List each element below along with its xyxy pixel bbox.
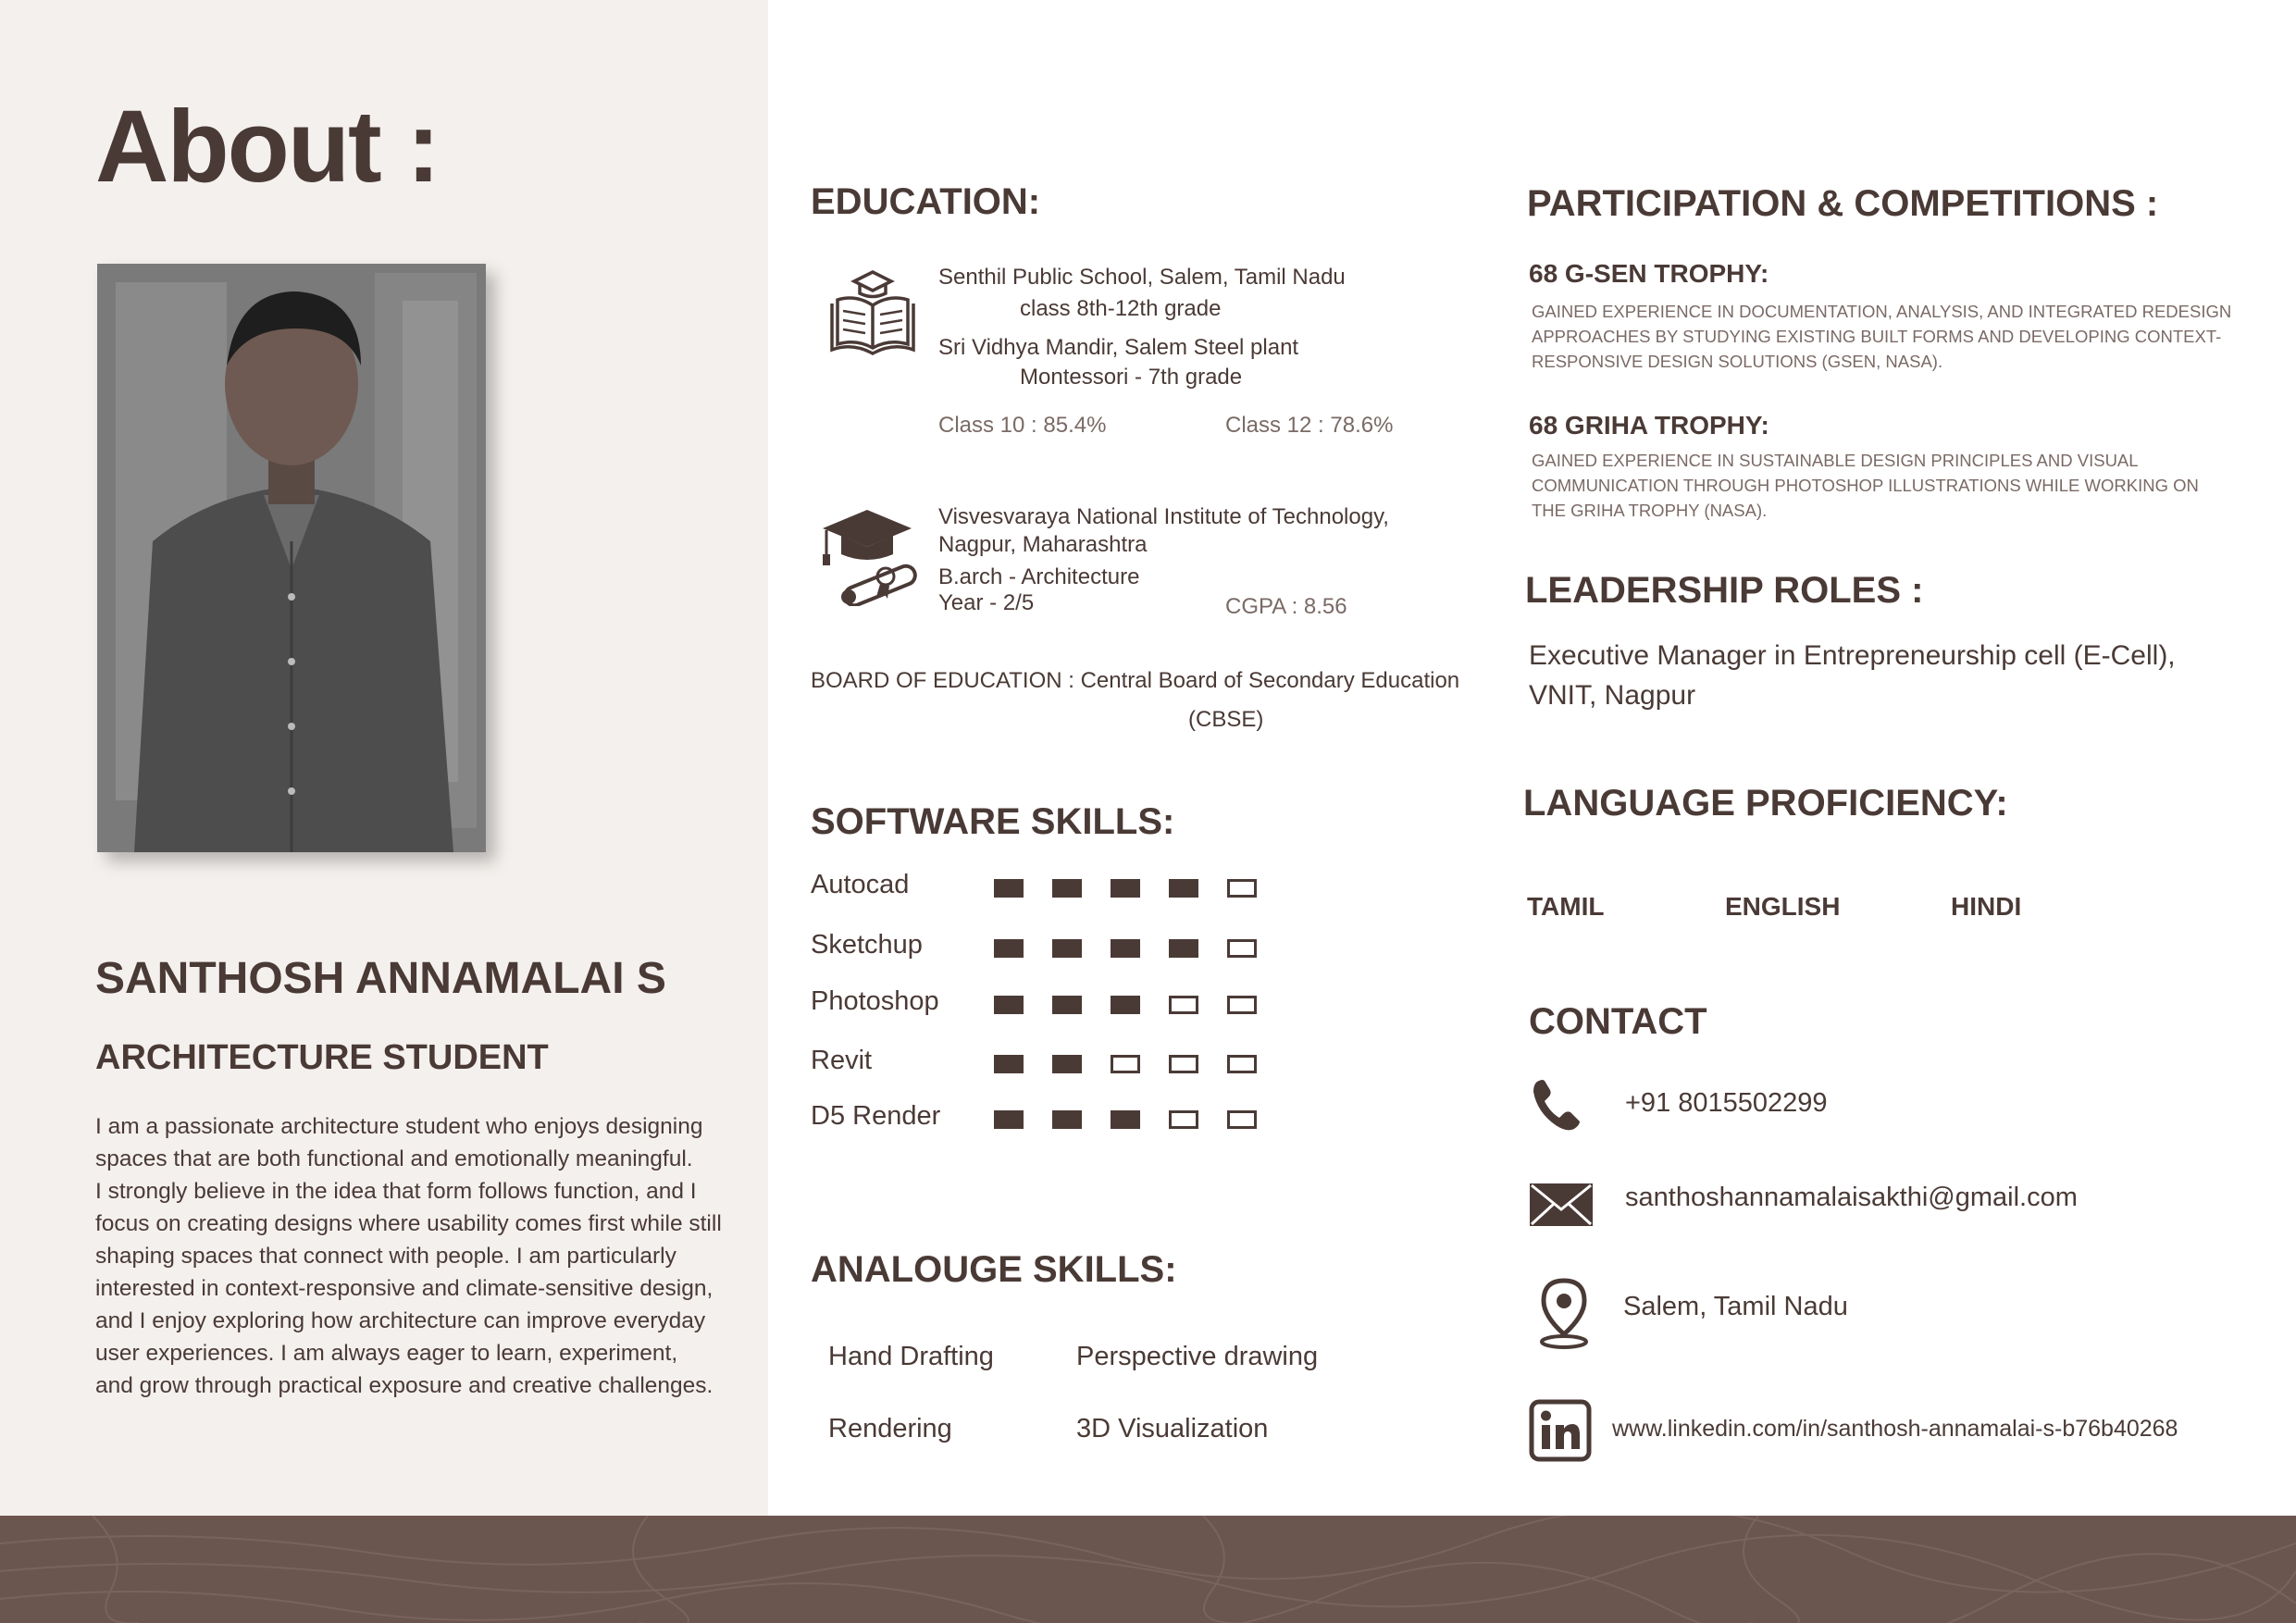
college-name-line2: Nagpur, Maharashtra — [938, 532, 1148, 557]
college-name-line1: Visvesvaraya National Institute of Technology, — [938, 504, 1389, 529]
skill-level-filled — [1052, 939, 1082, 958]
skill-level-filled — [1052, 1055, 1082, 1073]
board-of-education-line1: BOARD OF EDUCATION : Central Board of Secondary Education — [811, 668, 1460, 693]
email-icon — [1528, 1182, 1595, 1233]
software-skills-heading: SOFTWARE SKILLS: — [811, 801, 1175, 842]
bio-line: user experiences. I am always eager to learn, experiment, — [95, 1341, 678, 1366]
description-line: THE GRIHA TROPHY (NASA). — [1532, 501, 1768, 520]
bio-paragraph — [95, 1110, 762, 1402]
skill-level-filled — [1052, 996, 1082, 1014]
linkedin-icon — [1529, 1399, 1592, 1467]
skill-level-filled — [1052, 1110, 1082, 1129]
language-heading: LANGUAGE PROFICIENCY: — [1523, 783, 2008, 824]
person-name: SANTHOSH ANNAMALAI S — [95, 954, 666, 1003]
school2-name: Sri Vidhya Mandir, Salem Steel plant — [938, 335, 1299, 360]
profile-photo — [97, 264, 486, 852]
griha-trophy-title: 68 GRIHA TROPHY: — [1529, 411, 1769, 440]
skill-level-filled — [994, 996, 1024, 1014]
gsen-trophy-title: 68 G-SEN TROPHY: — [1529, 259, 1769, 288]
bio-line: and I enjoy exploring how architecture can improve everyday — [95, 1308, 706, 1333]
skill-level-filled — [994, 939, 1024, 958]
profile-photo-illustration — [97, 264, 486, 852]
leadership-role-line2: VNIT, Nagpur — [1529, 680, 1696, 711]
skill-level-filled — [1111, 939, 1140, 958]
school1-name: Senthil Public School, Salem, Tamil Nadu — [938, 265, 1346, 290]
skill-level-empty — [1169, 996, 1198, 1014]
location-pin-icon — [1538, 1277, 1590, 1354]
analogue-skill-item: Rendering — [828, 1414, 952, 1443]
skill-level-empty — [1227, 1055, 1257, 1073]
skill-level-filled — [994, 1110, 1024, 1129]
education-heading: EDUCATION: — [811, 181, 1041, 222]
analogue-skills-heading: ANALOUGE SKILLS: — [811, 1249, 1177, 1290]
school2-grade: Montessori - 7th grade — [1020, 365, 1243, 390]
skill-level-filled — [1111, 879, 1140, 898]
language-item: HINDI — [1951, 892, 2022, 921]
bio-line: focus on creating designs where usability comes first while still — [95, 1211, 722, 1236]
book-icon — [826, 268, 919, 365]
skill-level-empty — [1169, 1055, 1198, 1073]
analogue-skill-item: 3D Visualization — [1076, 1414, 1269, 1443]
school1-grade: class 8th-12th grade — [1020, 296, 1222, 321]
skill-level-empty — [1169, 1110, 1198, 1129]
year-of-study: Year - 2/5 — [938, 590, 1035, 615]
bio-line: I am a passionate architecture student who enjoys designing — [95, 1114, 703, 1139]
participation-heading: PARTICIPATION & COMPETITIONS : — [1527, 183, 2159, 224]
griha-trophy-description — [1532, 448, 2199, 523]
class12-score: Class 12 : 78.6% — [1225, 413, 1394, 438]
skill-level-filled — [994, 879, 1024, 898]
phone-number[interactable]: +91 8015502299 — [1625, 1088, 1828, 1118]
skill-name: D5 Render — [811, 1101, 941, 1131]
skill-level-empty — [1227, 939, 1257, 958]
skill-level-filled — [1111, 996, 1140, 1014]
class10-score: Class 10 : 85.4% — [938, 413, 1107, 438]
bio-line: I strongly believe in the idea that form follows function, and I — [95, 1179, 697, 1204]
cgpa: CGPA : 8.56 — [1225, 594, 1347, 619]
analogue-skill-item: Perspective drawing — [1076, 1342, 1319, 1371]
bio-line: and grow through practical exposure and creative challenges. — [95, 1373, 714, 1398]
email-address[interactable]: santhoshannamalaisakthi@gmail.com — [1625, 1183, 2078, 1212]
description-line: RESPONSIVE DESIGN SOLUTIONS (GSEN, NASA). — [1532, 352, 1943, 371]
skill-level-filled — [1169, 939, 1198, 958]
linkedin-url[interactable]: www.linkedin.com/in/santhosh-annamalai-s-b76b40268 — [1612, 1416, 2178, 1442]
bio-line: shaping spaces that connect with people. I am particularly — [95, 1244, 676, 1269]
skill-name: Photoshop — [811, 986, 939, 1016]
skill-level-empty — [1227, 996, 1257, 1014]
skill-name: Autocad — [811, 870, 910, 899]
bio-line: spaces that are both functional and emotionally meaningful. — [95, 1146, 693, 1171]
skill-level-empty — [1227, 879, 1257, 898]
person-role: ARCHITECTURE STUDENT — [95, 1038, 549, 1077]
footer-contour-pattern — [0, 1516, 2296, 1623]
skill-name: Sketchup — [811, 930, 923, 960]
skill-name: Revit — [811, 1046, 873, 1075]
skill-level-filled — [1169, 879, 1198, 898]
graduation-cap-icon — [819, 504, 928, 611]
leadership-role-line1: Executive Manager in Entrepreneurship cell (E-Cell), — [1529, 640, 2176, 671]
gsen-trophy-description — [1532, 299, 2231, 374]
description-line: APPROACHES BY STUDYING EXISTING BUILT FORMS AND DEVELOPING CONTEXT- — [1532, 327, 2222, 346]
language-item: ENGLISH — [1725, 892, 1841, 921]
description-line: COMMUNICATION THROUGH PHOTOSHOP ILLUSTRATIONS WHILE WORKING ON — [1532, 476, 2199, 495]
description-line: GAINED EXPERIENCE IN SUSTAINABLE DESIGN PRINCIPLES AND VISUAL — [1532, 451, 2139, 470]
contact-heading: CONTACT — [1529, 1001, 1707, 1042]
skill-level-filled — [994, 1055, 1024, 1073]
footer-band — [0, 1516, 2296, 1623]
degree: B.arch - Architecture — [938, 564, 1140, 589]
leadership-heading: LEADERSHIP ROLES : — [1525, 570, 1924, 611]
board-of-education-line2: (CBSE) — [1188, 707, 1264, 732]
skill-level-empty — [1111, 1055, 1140, 1073]
about-title: About : — [95, 90, 439, 204]
skill-level-filled — [1052, 879, 1082, 898]
skill-level-filled — [1111, 1110, 1140, 1129]
language-item: TAMIL — [1527, 892, 1605, 921]
description-line: GAINED EXPERIENCE IN DOCUMENTATION, ANALYSIS, AND INTEGRATED REDESIGN — [1532, 302, 2232, 321]
phone-icon — [1532, 1077, 1583, 1137]
bio-line: interested in context-responsive and climate-sensitive design, — [95, 1276, 714, 1301]
analogue-skill-item: Hand Drafting — [828, 1342, 994, 1371]
location: Salem, Tamil Nadu — [1623, 1292, 1848, 1321]
skill-level-empty — [1227, 1110, 1257, 1129]
